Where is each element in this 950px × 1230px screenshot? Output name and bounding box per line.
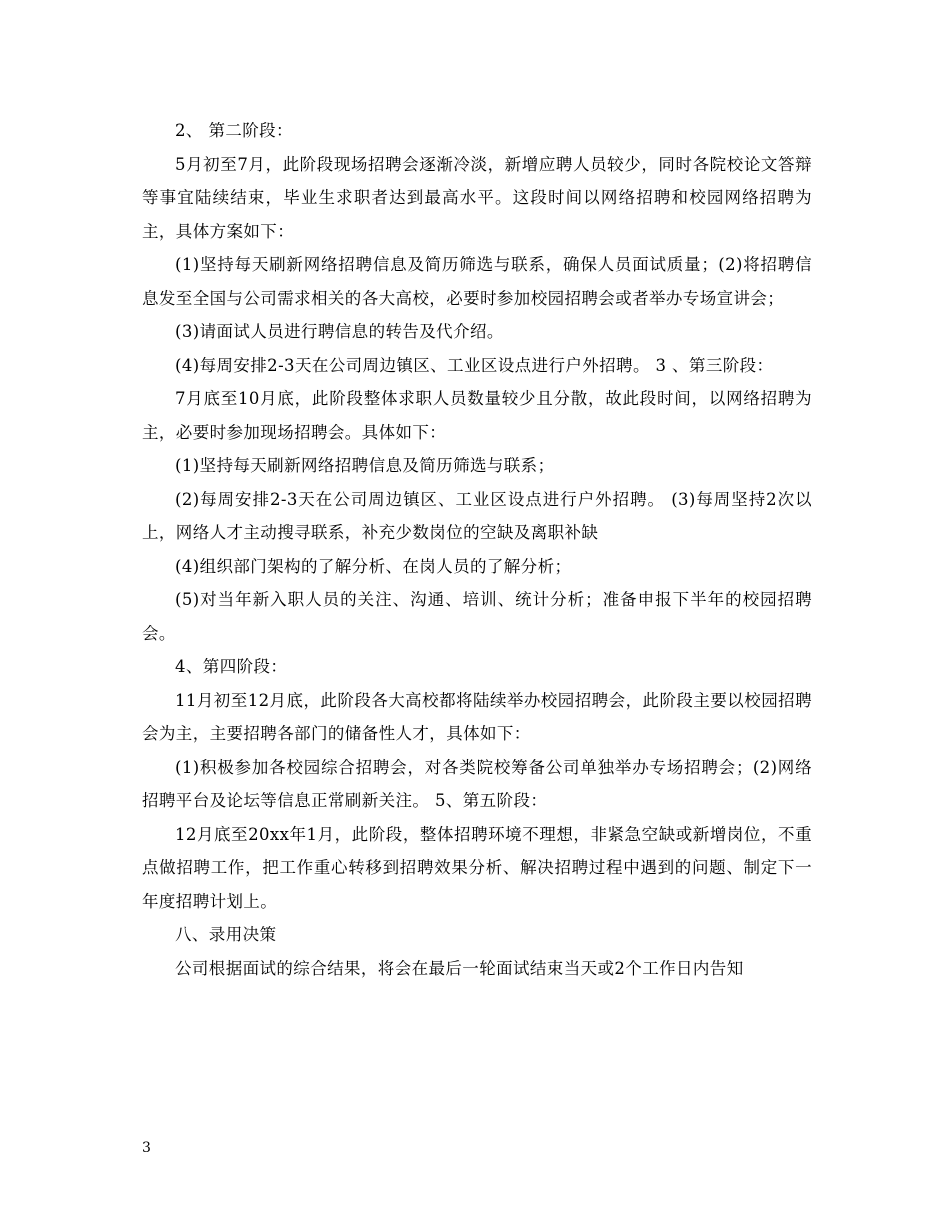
- document-body: [142, 114, 812, 985]
- page-number: 3: [142, 1140, 151, 1156]
- stage-two-item-1-2: (1)坚持每天刷新网络招聘信息及简历筛选与联系，确保人员面试质量；(2)将招聘信息发至全国与公司需求相关的各大高校，必要时参加校园招聘会或者举办专场宣讲会；: [142, 255, 812, 308]
- stage-five-description: 12月底至20xx年1月，此阶段，整体招聘环境不理想，非紧急空缺或新增岗位，不重点做招聘工作，把工作重心转移到招聘效果分析、解决招聘过程中遇到的问题、制定下一年度招聘计划上。: [142, 824, 812, 911]
- stage-three-description: 7月底至10月底，此阶段整体求职人员数量较少且分散，故此段时间，以网络招聘为主，必要时参加现场招聘会。具体如下：: [142, 389, 812, 442]
- section-eight-heading: 八、录用决策: [175, 925, 277, 944]
- stage-two-item-4: (4)每周安排2-3天在公司周边镇区、工业区设点进行户外招聘。 3 、第三阶段：: [175, 355, 774, 375]
- stage-four-heading: 4、第四阶段：: [175, 657, 288, 676]
- stage-three-item-1: (1)坚持每天刷新网络招聘信息及简历筛选与联系；: [175, 456, 555, 475]
- hiring-decision-text: 公司根据面试的综合结果，将会在最后一轮面试结束当天或2个工作日内告知: [175, 958, 744, 978]
- stage-two-item-3: (3)请面试人员进行聘信息的转告及代介绍。: [175, 322, 504, 341]
- stage-three-item-2-3: (2)每周安排2-3天在公司周边镇区、工业区设点进行户外招聘。 (3)每周坚持2次以上，网络人才主动搜寻联系，补充少数岗位的空缺及离职补缺: [142, 489, 812, 542]
- stage-two-description: 5月初至7月，此阶段现场招聘会逐渐冷淡，新增应聘人员较少，同时各院校论文答辩等事宜陆续结束，毕业生求职者达到最高水平。这段时间以网络招聘和校园网络招聘为主，具体方案如下：: [142, 154, 812, 241]
- stage-three-item-5: (5)对当年新入职人员的关注、沟通、培训、统计分析；准备申报下半年的校园招聘会。: [142, 590, 812, 643]
- stage-four-description: 11月初至12月底，此阶段各大高校都将陆续举办校园招聘会，此阶段主要以校园招聘会为主，主要招聘各部门的储备性人才，具体如下：: [142, 690, 812, 743]
- stage-four-items: (1)积极参加各校园综合招聘会，对各类院校筹备公司单独举办专场招聘会；(2)网络招聘平台及论坛等信息正常刷新关注。 5、第五阶段：: [142, 757, 812, 810]
- stage-three-item-4: (4)组织部门架构的了解分析、在岗人员的了解分析；: [175, 556, 572, 576]
- stage-two-heading: 2、 第二阶段：: [175, 121, 293, 140]
